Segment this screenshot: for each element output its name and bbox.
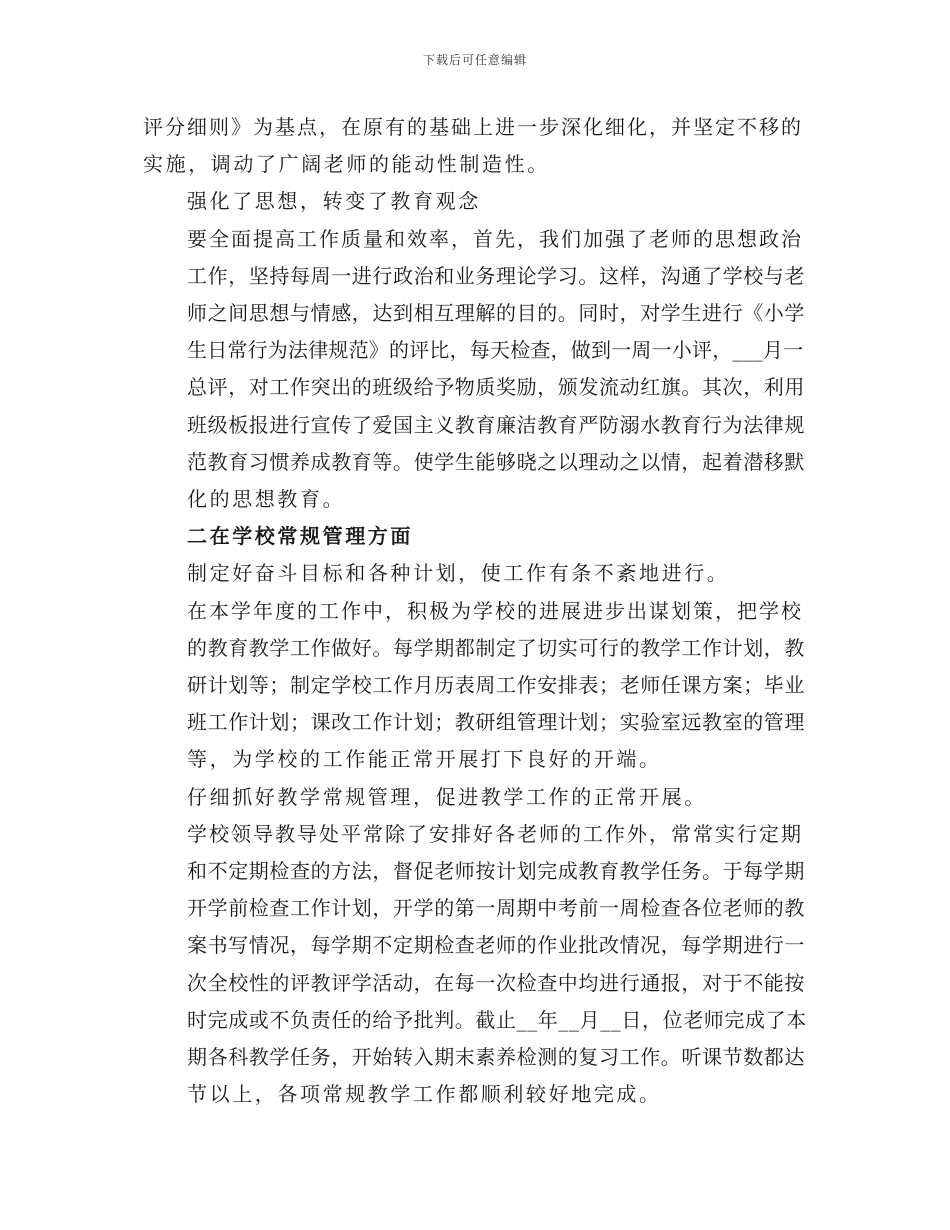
text-line: 班工作计划；课改工作计划；教研组管理计划；实验室远教室的管理 — [187, 710, 805, 735]
text-line: 的教育教学工作做好。每学期都制定了切实可行的教学工作计划，教 — [187, 635, 805, 660]
document-body — [143, 109, 807, 1113]
text-line: 生日常行为法律规范》的评比，每天检查，做到一周一小评，___月一 — [187, 338, 804, 363]
text-line: 化的思想教育。 — [187, 487, 346, 512]
text-line: 节以上，各项常规教学工作都顺利较好地完成。 — [187, 1082, 662, 1107]
page-header: 下载后可任意编辑 — [422, 53, 527, 67]
paragraph — [143, 109, 807, 183]
text-line: 时完成或不负责任的给予批判。截止__年__月__日，位老师完成了本 — [187, 1007, 807, 1032]
paragraph — [143, 593, 807, 779]
text-line: 二在学校常规管理方面 — [187, 524, 413, 549]
paragraph — [143, 555, 807, 592]
text-line: 研计划等；制定学校工作月历表周工作安排表；老师任课方案；毕业 — [187, 673, 805, 698]
text-line: 师之间思想与情感，达到相互理解的目的。同时，对学生进行《小学 — [187, 301, 805, 326]
text-line: 班级板报进行宣传了爱国主义教育廉洁教育严防溺水教育行为法律规 — [187, 412, 805, 437]
text-line: 等，为学校的工作能正常开展打下良好的开端。 — [187, 747, 662, 772]
paragraph — [143, 183, 807, 220]
paragraph — [143, 816, 807, 1114]
text-line: 和不定期检查的方法，督促老师按计划完成教育教学任务。于每学期 — [187, 859, 805, 884]
text-line: 总评，对工作突出的班级给予物质奖励，颁发流动红旗。其次，利用 — [187, 375, 805, 400]
section-heading — [143, 518, 807, 555]
paragraph — [143, 779, 807, 816]
text-line: 实施，调动了广阔老师的能动性制造性。 — [143, 152, 550, 177]
text-line: 制定好奋斗目标和各种计划，使工作有条不紊地进行。 — [187, 561, 730, 586]
text-line: 期各科教学任务，开始转入期末素养检测的复习工作。听课节数都达 — [187, 1045, 805, 1070]
text-line: 开学前检查工作计划，开学的第一周期中考前一周检查各位老师的教 — [187, 896, 805, 921]
text-line: 学校领导教导处平常除了安排好各老师的工作外，常常实行定期 — [187, 821, 803, 846]
text-line: 次全校性的评教评学活动，在每一次检查中均进行通报，对于不能按 — [187, 970, 805, 995]
text-line: 在本学年度的工作中，积极为学校的进展进步出谋划策，把学校 — [187, 598, 803, 623]
text-line: 强化了思想，转变了教育观念 — [187, 189, 481, 214]
text-line: 仔细抓好教学常规管理，促进教学工作的正常开展。 — [187, 784, 707, 809]
text-line: 案书写情况，每学期不定期检查老师的作业批改情况，每学期进行一 — [187, 933, 805, 958]
text-line: 要全面提高工作质量和效率，首先，我们加强了老师的思想政治 — [187, 226, 803, 251]
text-line: 范教育习惯养成教育等。使学生能够晓之以理动之以情，起着潜移默 — [187, 449, 805, 474]
text-line: 评分细则》为基点，在原有的基础上进一步深化细化，并坚定不移的 — [143, 115, 803, 139]
paragraph — [143, 221, 807, 519]
text-line: 工作，坚持每周一进行政治和业务理论学习。这样，沟通了学校与老 — [187, 263, 805, 288]
